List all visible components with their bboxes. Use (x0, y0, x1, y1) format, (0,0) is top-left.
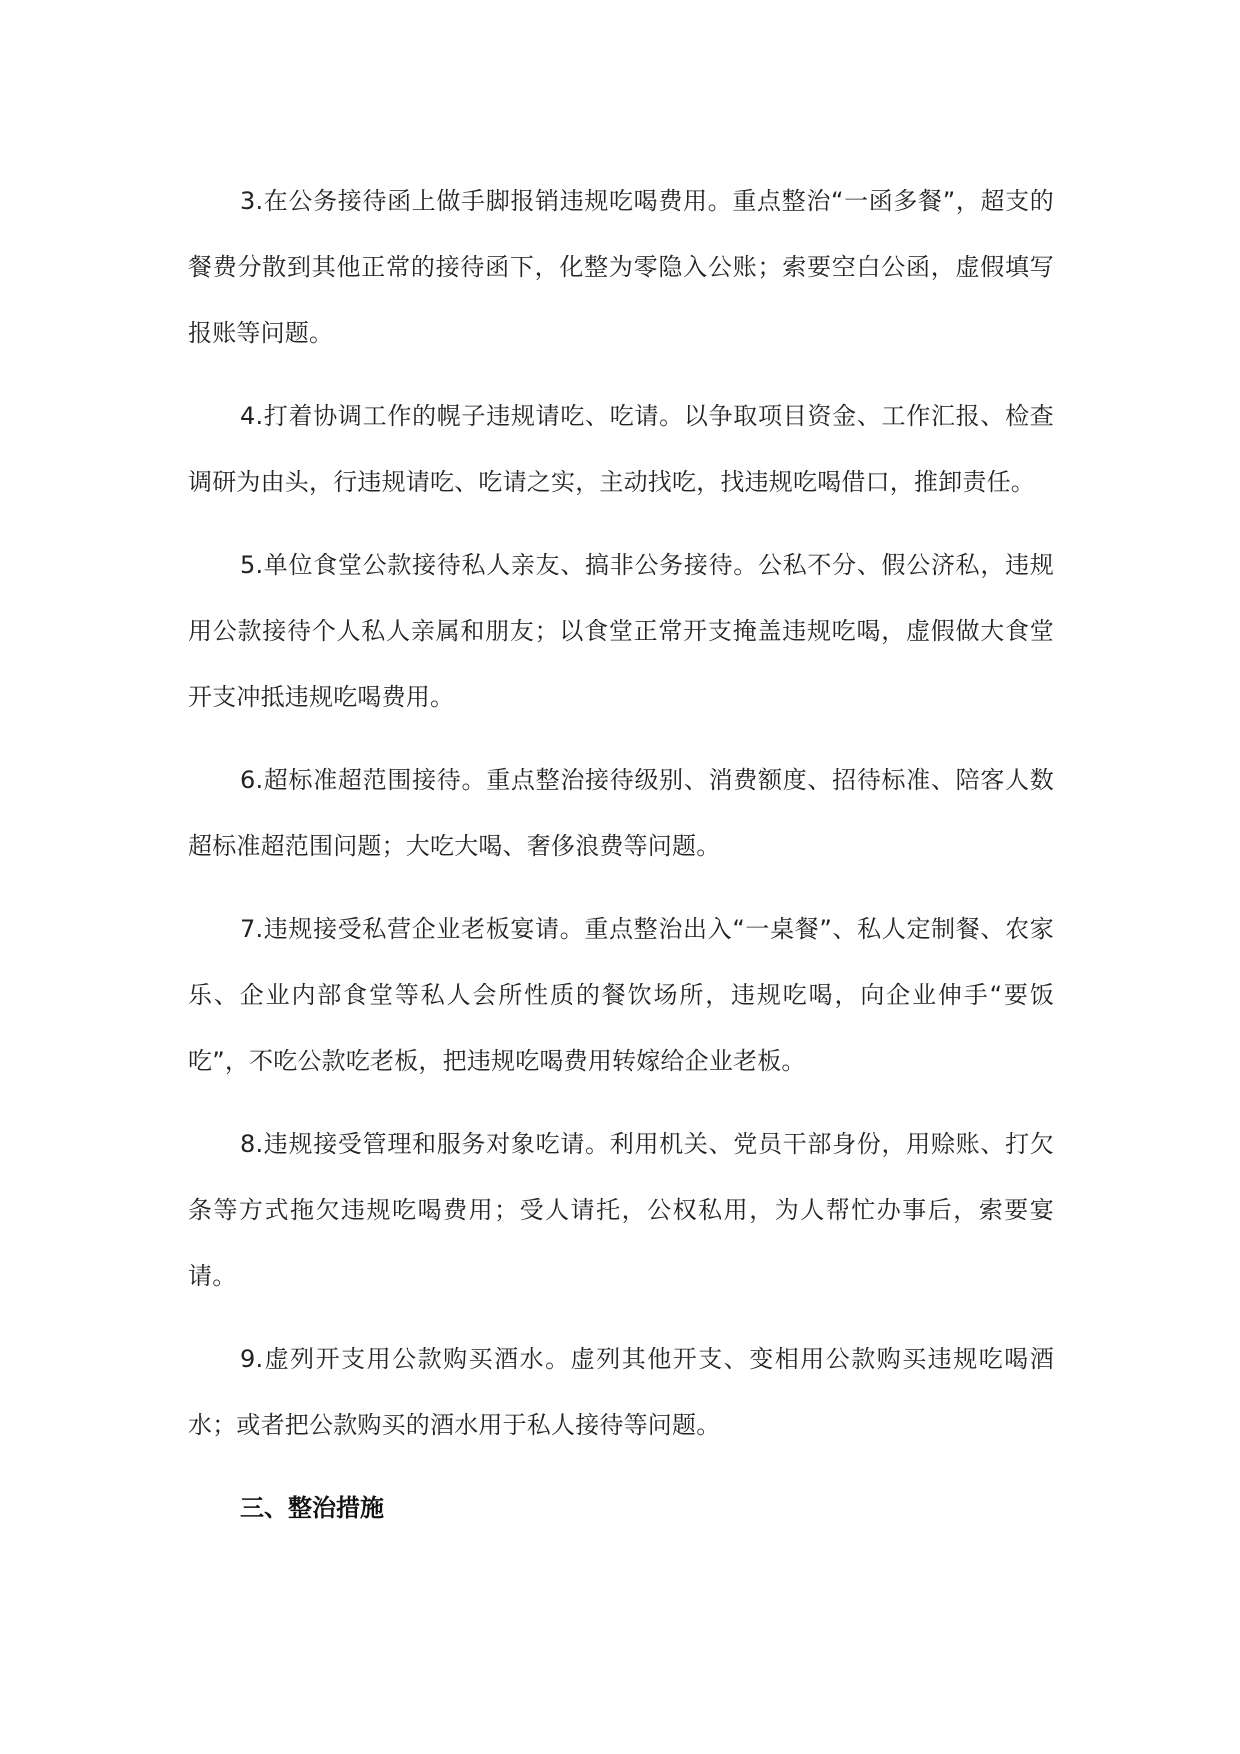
paragraph-item-8: 8.违规接受管理和服务对象吃请。利用机关、党员干部身份，用赊账、打欠条等方式拖欠违规吃喝费用；受人请托，公权私用，为人帮忙办事后，索要宴请。 (188, 1130, 1054, 1290)
section-heading: 三、整治措施 (240, 1494, 384, 1522)
paragraph-item-4: 4.打着协调工作的幌子违规请吃、吃请。以争取项目资金、工作汇报、检查调研为由头，行违规请吃、吃请之实，主动找吃，找违规吃喝借口，推卸责任。 (188, 402, 1054, 496)
paragraph-item-5: 5.单位食堂公款接待私人亲友、搞非公务接待。公私不分、假公济私，违规用公款接待个人私人亲属和朋友；以食堂正常开支掩盖违规吃喝，虚假做大食堂开支冲抵违规吃喝费用。 (188, 551, 1054, 711)
paragraph-item-9: 9.虚列开支用公款购买酒水。虚列其他开支、变相用公款购买违规吃喝酒水；或者把公款购买的酒水用于私人接待等问题。 (188, 1345, 1054, 1439)
paragraph-item-3: 3.在公务接待函上做手脚报销违规吃喝费用。重点整治“一函多餐”，超支的餐费分散到其他正常的接待函下，化整为零隐入公账；索要空白公函，虚假填写报账等问题。 (188, 187, 1054, 347)
document-body (188, 168, 1054, 1541)
paragraph-item-6: 6.超标准超范围接待。重点整治接待级别、消费额度、招待标准、陪客人数超标准超范围问题；大吃大喝、奢侈浪费等问题。 (188, 766, 1054, 860)
paragraph-item-7: 7.违规接受私营企业老板宴请。重点整治出入“一桌餐”、私人定制餐、农家乐、企业内部食堂等私人会所性质的餐饮场所，违规吃喝，向企业伸手“要饭吃”，不吃公款吃老板，把违规吃喝费用转嫁给企业老板。 (188, 915, 1054, 1075)
